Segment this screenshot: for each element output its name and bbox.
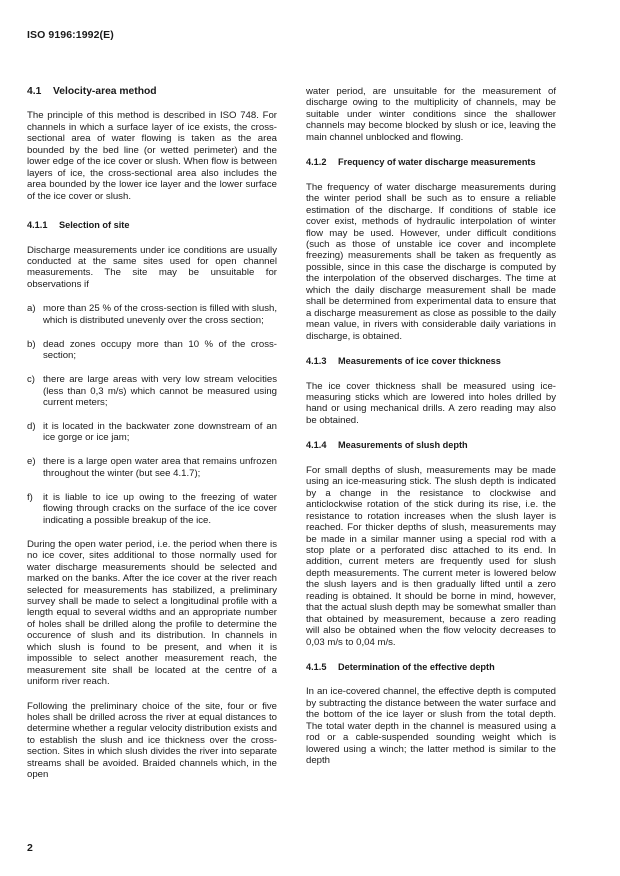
section-4-1-4-heading (306, 440, 556, 451)
list-item (27, 339, 277, 362)
section-4-1-5-heading (306, 662, 556, 673)
section-title: Measurements of slush depth (338, 440, 468, 451)
section-4-1-1-heading (27, 220, 277, 231)
section-title: Measurements of ice cover thickness (338, 356, 501, 367)
list-item-label: c) (27, 374, 35, 386)
document-header: ISO 9196:1992(E) (27, 29, 114, 41)
list-item-text: it is liable to ice up owing to the freezing of water flowing through cracks on the surface of the ice cover indicating a possible breakup of the ice. (43, 491, 277, 526)
list-item-text: dead zones occupy more than 10 % of the cross-section; (43, 338, 277, 362)
continued-paragraph: water period, are unsuitable for the measurement of discharge owing to the multiplicity of channels, may be suitable under winter conditions since the shallower channels may become blocked by slush or ice, leaving the main channel unblocked and flowing. (306, 86, 556, 143)
list-item (27, 303, 277, 326)
section-4-1-2-body: The frequency of water discharge measurements during the winter period shall be such as to ensure a reliable estimation of the discharge. If conditions of stable ice cover exist, methods of hydraulic interpolation of winter flow may be used. However, under difficult conditions (such as those of unstable ice cover and incomplete freezing) measurements shall be taken as frequently as possible, since in this case the discharge is computed by the interpolation of the observed discharges. The time at which the daily discharge measurement shall be made shall be determined from experimental data to ensure that a discharge measurement as close as possible to the daily mean value, in rivers with considerable daily variations in discharge, is obtained. (306, 181, 556, 342)
section-4-1-1-paragraph-3: Following the preliminary choice of the site, four or five holes shall be drilled across the river at equal distances to determine whether a regular velocity distribution exists and to establish the slush and ice thickness over the cross-section. Sites in which slush divides the river into separate streams shall be avoided. Braided channels which, in the open (27, 700, 277, 781)
list-item-label: b) (27, 338, 36, 350)
section-number: 4.1.1 (27, 220, 48, 231)
section-title: Frequency of water discharge measurements (338, 157, 536, 168)
section-number: 4.1.5 (306, 662, 327, 673)
list-item (27, 492, 277, 526)
list-item-label: f) (27, 491, 33, 503)
section-number: 4.1.3 (306, 356, 327, 367)
list-item-label: a) (27, 303, 36, 315)
section-number: 4.1 (27, 86, 42, 97)
section-number: 4.1.2 (306, 157, 327, 168)
section-title: Velocity-area method (53, 86, 157, 97)
section-4-1-4-body: For small depths of slush, measurements may be made using an ice-measuring stick. The slush depth is indicated by a change in the resistance to clockwise and anticlockwise rotation of the stick during its rise, i.e. the resistance to rotation increases when the slush layer is reached. For thicker depths of slush, measurements may be made in a similar manner using a special rod with a stop plate or a perforated disc attached to its end. In addition, current meters are frequently used for slush depth measurements. The current meter is lowered below the slush layers and is then gradually lifted until a zero reading is obtained. It should be borne in mind, however, that the actual slush depth may be somewhat smaller than that obtained by measurement, because a zero reading will also be obtained when the flow velocity decreases to 0,03 m/s to 0,04 m/s. (306, 464, 556, 648)
section-title: Determination of the effective depth (338, 662, 495, 673)
list-item-text: there are large areas with very low stream velocities (less than 0,3 m/s) which cannot be measured using current meters; (43, 374, 277, 409)
list-item-text: there is a large open water area that remains unfrozen throughout the winter (but see 4.1.7); (43, 456, 277, 479)
unsuitable-conditions-list (27, 303, 277, 526)
section-title: Selection of site (59, 220, 130, 231)
list-item-label: d) (27, 421, 36, 433)
list-item (27, 374, 277, 408)
list-item (27, 421, 277, 444)
list-item (27, 456, 277, 479)
section-4-1-1-intro: Discharge measurements under ice conditions are usually conducted at the same sites used for open channel measurements. The site may be unsuitable for observations if (27, 244, 277, 290)
list-item-text: more than 25 % of the cross-section is filled with slush, which is distributed unevenly over the cross section; (43, 303, 277, 326)
section-4-1-body: The principle of this method is described in ISO 748. For channels in which a surface layer of ice exists, the cross-sectional area of water flowing is taken as the area bounded by the bed line (or wetted perimeter) and the lower edge of the ice cover or slush. When flow is between layers of ice, the cross-sectional area also includes the area bounded by the lower ice layer and the lower surface of the ice cover or slush. (27, 110, 277, 202)
page-number: 2 (27, 842, 33, 854)
list-item-text: it is located in the backwater zone downstream of an ice gorge or ice jam; (43, 421, 277, 444)
section-4-1-5-body: In an ice-covered channel, the effective depth is computed by subtracting the distance between the water surface and the bottom of the ice layer or slush from the total depth. The total water depth in the channel is measured using a rod or a cable-suspended sounding weight which is lowered using a winch; the latter method is similar to the depth (306, 686, 556, 767)
section-4-1-2-heading (306, 157, 556, 168)
right-column (306, 86, 556, 780)
list-item-label: e) (27, 456, 36, 468)
section-number: 4.1.4 (306, 440, 327, 451)
section-4-1-heading (27, 86, 277, 97)
section-4-1-1-paragraph-2: During the open water period, i.e. the period when there is no ice cover, sites additional to those normally used for water discharge measurements should be selected and marked on the banks. After the ice cover at the river reach selected for measurements has stabilized, a preliminary survey shall be made to select a longitudinal profile with a length equal to several widths and an appropriate number of holes shall be drilled along the profile to determine the occurence of slush and its distribution. In channels in which slush is found to be present, and when it is impossible to select another measurement reach, the measurement site shall be located at the centre of a uniform river reach. (27, 538, 277, 688)
section-4-1-3-body: The ice cover thickness shall be measured using ice-measuring sticks which are lowered into holes drilled by hand or using mechanical drills. A zero reading may also be obtained. (306, 380, 556, 426)
left-column (27, 86, 277, 794)
section-4-1-3-heading (306, 356, 556, 367)
